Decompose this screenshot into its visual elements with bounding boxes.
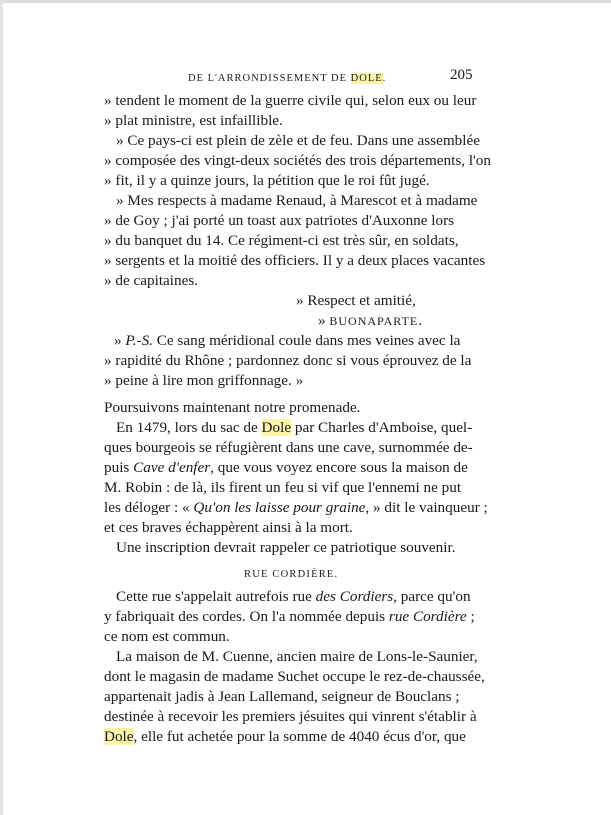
signature-name: BUONAPARTE [329,314,419,328]
search-highlight: Dole [104,728,134,745]
text-line: » sergents et la moitié des officiers. Il y a deux places vacantes [104,252,486,269]
text-fragment: , » dit le vainqueur ; [365,499,488,516]
text-line: et ces braves échappèrent ainsi à la mort. [104,519,353,536]
text-fragment: ; [466,608,475,625]
section-heading: RUE CORDIÈRE. [244,569,339,580]
italic-phrase: rue Cordière [388,608,467,625]
text-line: destinée à recevoir les premiers jésuites qui vinrent s'établir à [104,708,477,725]
text-line: » Mes respects à madame Renaud, à Marescot et à madame [116,192,478,209]
text-fragment: , que vous voyez encore sous la maison de [210,459,468,476]
italic-phrase: Cave d'enfer [133,459,211,476]
running-header-text: DE L'ARRONDISSEMENT DE [188,73,351,84]
text-line: » plat ministre, est infaillible. [104,112,283,129]
text-line [104,459,468,477]
running-header-period: . [382,73,387,84]
text-line [116,419,472,437]
text-line: appartenait jadis à Jean Lallemand, seigneur de Bouclans ; [104,688,460,705]
text-fragment: En 1479, lors du sac de [116,419,262,436]
text-line: Une inscription devrait rappeler ce patriotique souvenir. [116,539,456,556]
quote-mark: » [318,312,330,329]
search-highlight: Dole [261,419,292,436]
text-fragment: , parce qu'on [393,588,471,605]
text-fragment: puis [104,459,134,476]
page-number: 205 [450,67,473,83]
text-line: » Ce pays-ci est plein de zèle et de feu. Dans une assemblée [116,132,480,149]
text-line: » tendent le moment de la guerre civile qui, selon eux ou leur [104,92,477,109]
text-line: M. Robin : de là, ils firent un feu si vif que l'ennemi ne put [104,479,462,496]
text-line: » rapidité du Rhône ; pardonnez donc si vous éprouvez de la [104,352,472,369]
postscript-line [114,332,460,350]
text-fragment: Cette rue s'appelait autrefois rue [116,588,316,605]
text-line: » composée des vingt-deux sociétés des trois départements, l'on [104,152,491,169]
italic-phrase: Qu'on les laisse pour graine [193,499,366,516]
running-header [188,73,386,84]
signature-period: . [418,312,423,329]
viewer-top-border [0,0,611,3]
postscript-label: P.-S. [125,332,153,349]
text-line [104,728,466,746]
text-line: dont le magasin de madame Suchet occupe le rez-de-chaussée, [104,668,485,685]
text-fragment: les déloger : « [104,499,194,516]
text-line: » de capitaines. [104,272,199,289]
signature-line [318,312,422,330]
text-line [104,608,475,626]
text-line: » du banquet du 14. Ce régiment-ci est très sûr, en soldats, [104,232,459,249]
text-line: Poursuivons maintenant notre promenade. [104,399,361,416]
text-line: » de Goy ; j'ai porté un toast aux patriotes d'Auxonne lors [104,212,455,229]
text-line: ques bourgeois se réfugièrent dans une cave, surnommée de- [104,439,473,456]
text-line: » peine à lire mon griffonnage. » [104,372,304,389]
text-fragment: , elle fut achetée pour la somme de 4040 écus d'or, que [133,728,466,745]
viewer-left-border [0,0,3,815]
text-line: » fit, il y a quinze jours, la pétition que le roi fût jugé. [104,172,430,189]
italic-phrase: des Cordiers [315,588,394,605]
text-line [104,499,488,517]
postscript-text: Ce sang méridional coule dans mes veines avec la [152,332,461,349]
text-fragment: y fabriquait des cordes. On l'a nommée depuis [104,608,389,625]
text-fragment: par Charles d'Amboise, quel- [291,419,473,436]
quote-mark: » [114,332,126,349]
closing-line: » Respect et amitié, [296,292,416,309]
search-highlight: DOLE [350,73,383,84]
text-line: ce nom est commun. [104,628,230,645]
text-line [116,588,471,606]
text-line: La maison de M. Cuenne, ancien maire de Lons-le-Saunier, [116,648,478,665]
